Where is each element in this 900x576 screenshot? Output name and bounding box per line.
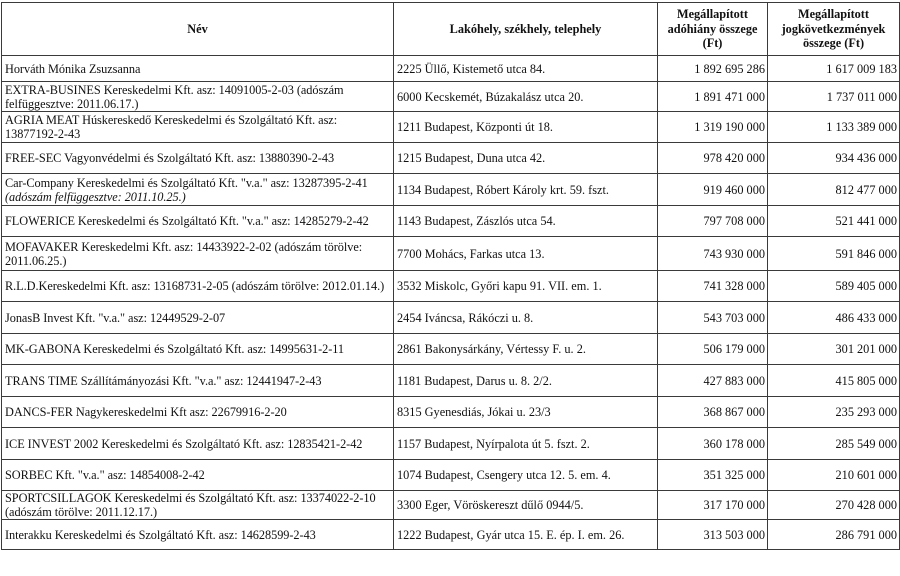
address-cell: [394, 206, 658, 237]
name-text: FLOWERICE Kereskedelmi és Szolgáltató Kft. "v.a." asz: 14285279-2-42: [5, 214, 369, 228]
address-cell: [394, 82, 658, 112]
penalties-cell: [768, 491, 900, 520]
name-cell: [2, 460, 394, 491]
tax-shortfall-cell: [658, 365, 768, 397]
tax-shortfall-cell: [658, 143, 768, 174]
penalties-text: 589 405 000: [835, 279, 897, 293]
penalties-cell: [768, 206, 900, 237]
name-text: JonasB Invest Kft. "v.a." asz: 12449529-2-07: [5, 310, 226, 325]
penalties-cell: [768, 56, 900, 82]
address-text: 1074 Budapest, Csengery utca 12. 5. em. 4.: [397, 468, 611, 482]
address-text: 7700 Mohács, Farkas utca 13.: [397, 246, 545, 261]
name-text: MOFAVAKER Kereskedelmi Kft. asz: 14433922-2-02 (adószám törölve: 2011.06.25.): [5, 239, 363, 268]
table-row: [2, 56, 900, 82]
penalties-text: 1 617 009 183: [826, 61, 897, 76]
address-text: 1181 Budapest, Darus u. 8. 2/2.: [397, 373, 552, 388]
tax-shortfall-text: 919 460 000: [703, 182, 765, 197]
table-row: [2, 334, 900, 365]
name-note-text: (adószám felfüggesztve: 2011.10.25.): [5, 189, 186, 204]
address-cell: [394, 460, 658, 491]
tax-shortfall-cell: [658, 237, 768, 271]
tax-shortfall-cell: [658, 206, 768, 237]
penalties-cell: [768, 365, 900, 397]
tax-shortfall-cell: [658, 520, 768, 550]
name-text: EXTRA-BUSINES Kereskedelmi Kft. asz: 14091005-2-03 (adószám felfüggesztve: 2011.06.17.): [5, 82, 344, 111]
name-cell: [2, 206, 394, 237]
address-text: 2225 Üllő, Kistemető utca 84.: [397, 61, 546, 76]
address-text: 1134 Budapest, Róbert Károly krt. 59. fszt.: [397, 182, 609, 197]
table-row: [2, 460, 900, 491]
penalties-cell: [768, 334, 900, 365]
name-text: FREE-SEC Vagyonvédelmi és Szolgáltató Kft. asz: 13880390-2-43: [5, 151, 335, 165]
penalties-text: 812 477 000: [835, 182, 897, 197]
address-cell: [394, 334, 658, 365]
address-cell: [394, 428, 658, 460]
tax-shortfall-text: 978 420 000: [703, 151, 765, 165]
tax-debtors-table: [1, 2, 900, 550]
name-cell: [2, 174, 394, 206]
table-row: [2, 428, 900, 460]
address-cell: [394, 56, 658, 82]
tax-shortfall-text: 427 883 000: [703, 373, 765, 388]
tax-shortfall-cell: [658, 302, 768, 334]
tax-shortfall-cell: [658, 112, 768, 143]
tax-shortfall-cell: [658, 428, 768, 460]
table-row: [2, 491, 900, 520]
tax-shortfall-text: 543 703 000: [703, 310, 765, 325]
penalties-text: 415 805 000: [835, 373, 897, 388]
penalties-cell: [768, 112, 900, 143]
tax-shortfall-text: 360 178 000: [703, 436, 765, 451]
address-cell: [394, 365, 658, 397]
header-tax-shortfall: Megállapított adóhiány összege (Ft): [658, 3, 768, 56]
address-cell: [394, 112, 658, 143]
penalties-cell: [768, 271, 900, 302]
name-text: SORBEC Kft. "v.a." asz: 14854008-2-42: [5, 468, 205, 482]
table-header-row: [2, 3, 900, 56]
tax-shortfall-text: 741 328 000: [703, 279, 765, 293]
penalties-cell: [768, 302, 900, 334]
tax-shortfall-text: 368 867 000: [703, 405, 765, 419]
tax-shortfall-cell: [658, 174, 768, 206]
penalties-text: 521 441 000: [835, 214, 897, 228]
name-text: SPORTCSILLAGOK Kereskedelmi és Szolgáltató Kft. asz: 13374022-2-10 (adószám törölve: 2011.12.17.): [5, 491, 376, 519]
address-cell: [394, 491, 658, 520]
address-text: 1157 Budapest, Nyírpalota út 5. fszt. 2.: [397, 436, 590, 451]
address-text: 3300 Eger, Vöröskereszt dűlő 0944/5.: [397, 498, 584, 512]
tax-shortfall-text: 313 503 000: [703, 527, 765, 542]
penalties-text: 210 601 000: [835, 468, 897, 482]
table-row: [2, 143, 900, 174]
tax-shortfall-text: 317 170 000: [703, 498, 765, 512]
penalties-text: 301 201 000: [835, 342, 897, 356]
tax-shortfall-cell: [658, 460, 768, 491]
address-cell: [394, 302, 658, 334]
penalties-cell: [768, 520, 900, 550]
table-row: [2, 365, 900, 397]
penalties-cell: [768, 143, 900, 174]
table-row: [2, 271, 900, 302]
name-cell: [2, 428, 394, 460]
tax-shortfall-cell: [658, 334, 768, 365]
penalties-text: 285 549 000: [835, 436, 897, 451]
header-address: Lakóhely, székhely, telephely: [394, 3, 658, 56]
tax-shortfall-text: 351 325 000: [703, 468, 765, 482]
tax-shortfall-text: 743 930 000: [703, 246, 765, 261]
table-row: [2, 82, 900, 112]
penalties-cell: [768, 397, 900, 428]
address-cell: [394, 143, 658, 174]
table-row: [2, 174, 900, 206]
name-cell: [2, 334, 394, 365]
penalties-cell: [768, 174, 900, 206]
address-text: 1222 Budapest, Gyár utca 15. E. ép. I. em. 26.: [397, 527, 625, 542]
header-penalties: Megállapított jogkövetkezmények összege (Ft): [768, 3, 900, 56]
name-cell: [2, 56, 394, 82]
penalties-text: 286 791 000: [835, 527, 897, 542]
tax-shortfall-cell: [658, 271, 768, 302]
address-text: 2861 Bakonysárkány, Vértessy F. u. 2.: [397, 342, 586, 356]
table-row: [2, 237, 900, 271]
penalties-text: 934 436 000: [835, 151, 897, 165]
penalties-cell: [768, 237, 900, 271]
table-row: [2, 302, 900, 334]
penalties-text: 591 846 000: [835, 246, 897, 261]
penalties-cell: [768, 460, 900, 491]
address-text: 6000 Kecskemét, Búzakalász utca 20.: [397, 89, 584, 104]
penalties-text: 235 293 000: [835, 405, 897, 419]
name-cell: [2, 143, 394, 174]
name-cell: [2, 365, 394, 397]
address-cell: [394, 520, 658, 550]
tax-shortfall-text: 1 891 471 000: [694, 89, 765, 104]
tax-shortfall-cell: [658, 491, 768, 520]
tax-shortfall-cell: [658, 56, 768, 82]
address-cell: [394, 237, 658, 271]
address-cell: [394, 174, 658, 206]
penalties-cell: [768, 428, 900, 460]
address-text: 1143 Budapest, Zászlós utca 54.: [397, 214, 556, 228]
name-cell: [2, 520, 394, 550]
address-text: 2454 Iváncsa, Rákóczi u. 8.: [397, 310, 534, 325]
tax-shortfall-cell: [658, 397, 768, 428]
tax-shortfall-text: 1 892 695 286: [694, 61, 765, 76]
name-cell: [2, 491, 394, 520]
name-text: Interakku Kereskedelmi és Szolgáltató Kft. asz: 14628599-2-43: [5, 527, 316, 542]
name-text: ICE INVEST 2002 Kereskedelmi és Szolgáltató Kft. asz: 12835421-2-42: [5, 436, 363, 451]
name-text: Car-Company Kereskedelmi és Szolgáltató Kft. "v.a." asz: 13287395-2-41: [5, 175, 368, 190]
name-text: Horváth Mónika Zsuzsanna: [5, 61, 141, 76]
table-row: [2, 206, 900, 237]
tax-shortfall-text: 506 179 000: [703, 342, 765, 356]
name-cell: [2, 271, 394, 302]
address-text: 3532 Miskolc, Győri kapu 91. VII. em. 1.: [397, 279, 602, 293]
name-text: MK-GABONA Kereskedelmi és Szolgáltató Kft. asz: 14995631-2-11: [5, 342, 345, 356]
address-cell: [394, 271, 658, 302]
name-cell: [2, 397, 394, 428]
name-cell: [2, 112, 394, 143]
name-text: R.L.D.Kereskedelmi Kft. asz: 13168731-2-05 (adószám törölve: 2012.01.14.): [5, 279, 385, 293]
name-text: TRANS TIME Szállítámányozási Kft. "v.a." asz: 12441947-2-43: [5, 373, 322, 388]
table-row: [2, 397, 900, 428]
table-row: [2, 520, 900, 550]
tax-shortfall-text: 1 319 190 000: [694, 120, 765, 134]
penalties-text: 270 428 000: [835, 498, 897, 512]
penalties-cell: [768, 82, 900, 112]
name-text: AGRIA MEAT Húskereskedő Kereskedelmi és Szolgáltató Kft. asz: 13877192-2-43: [5, 113, 338, 141]
name-text: DANCS-FER Nagykereskedelmi Kft asz: 22679916-2-20: [5, 405, 287, 419]
table-row: [2, 112, 900, 143]
name-cell: [2, 82, 394, 112]
tax-shortfall-cell: [658, 82, 768, 112]
address-text: 8315 Gyenesdiás, Jókai u. 23/3: [397, 405, 551, 419]
name-cell: [2, 237, 394, 271]
name-cell: [2, 302, 394, 334]
penalties-text: 1 737 011 000: [826, 89, 897, 104]
address-cell: [394, 397, 658, 428]
penalties-text: 1 133 389 000: [826, 120, 897, 134]
penalties-text: 486 433 000: [835, 310, 897, 325]
header-name: Név: [2, 3, 394, 56]
address-text: 1215 Budapest, Duna utca 42.: [397, 151, 546, 165]
tax-shortfall-text: 797 708 000: [703, 214, 765, 228]
address-text: 1211 Budapest, Központi út 18.: [397, 120, 553, 134]
